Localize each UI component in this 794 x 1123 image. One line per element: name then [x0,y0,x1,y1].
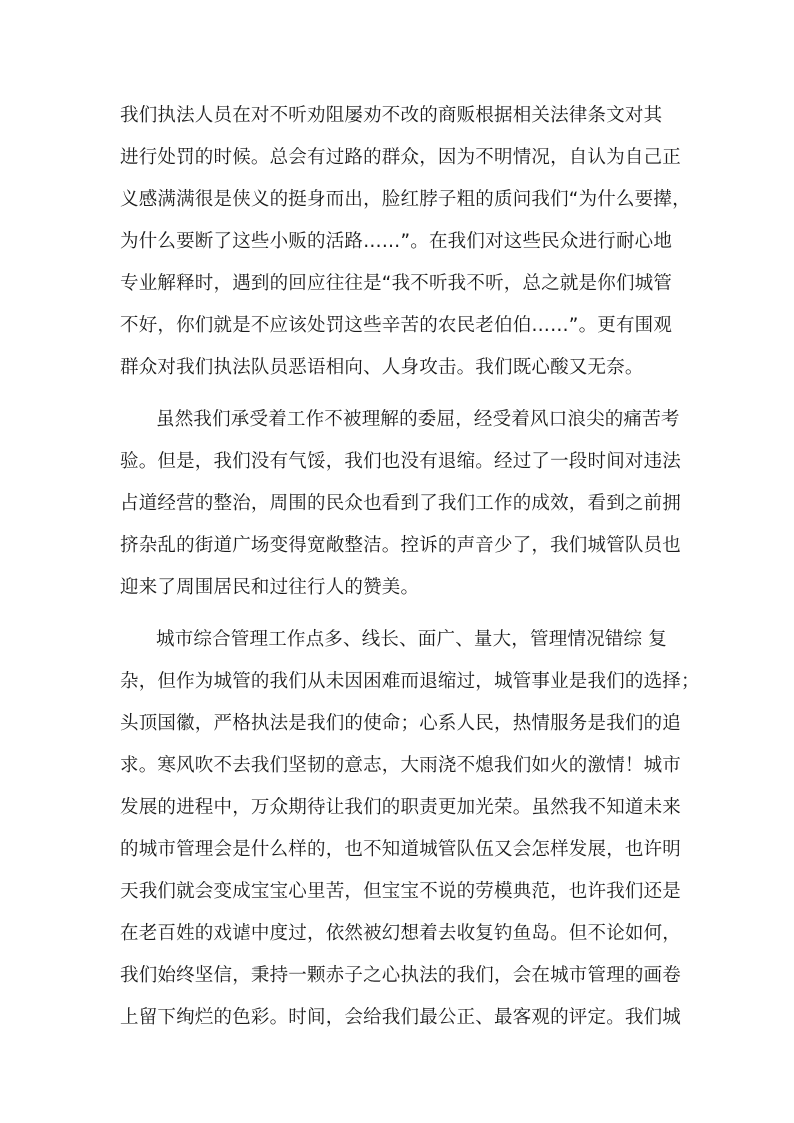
paragraph-3-line-3: 头顶国徽，严格执法是我们的使命；心系人民，热情服务是我们的追 [120,713,682,734]
paragraph-3-line-9: 我们始终坚信，秉持一颗赤子之心执法的我们，会在城市管理的画卷 [120,965,682,986]
paragraph-2-line-5: 迎来了周围居民和过往行人的赞美。 [120,577,420,598]
paragraph-1-line-3: 义感满满很是侠义的挺身而出，脸红脖子粗的质问我们“为什么要撵， [120,189,691,210]
paragraph-2-line-4: 挤杂乱的街道广场变得宽敞整洁。控诉的声音少了，我们城管队员也 [120,535,682,556]
paragraph-1-line-1: 我们执法人员在对不听劝阻屡劝不改的商贩根据相关法律条文对其 [120,105,663,126]
paragraph-2-line-1: 虽然我们承受着工作不被理解的委屈，经受着风口浪尖的痛苦考 [156,409,680,430]
paragraph-2-line-3: 占道经营的整治，周围的民众也看到了我们工作的成效，看到之前拥 [120,493,682,514]
paragraph-3-line-2: 杂，但作为城管的我们从未因困难而退缩过，城管事业是我们的选择； [120,671,700,692]
paragraph-2-line-2: 验。但是，我们没有气馁，我们也没有退缩。经过了一段时间对违法 [120,451,682,472]
paragraph-3-line-4: 求。寒风吹不去我们坚韧的意志，大雨浇不熄我们如火的激情！城市 [120,755,682,776]
paragraph-3-line-6: 的城市管理会是什么样的，也不知道城管队伍又会怎样发展，也许明 [120,839,682,860]
paragraph-1-line-4: 为什么要断了这些小贩的活路……”。在我们对这些民众进行耐心地 [120,231,673,252]
paragraph-3-line-5: 发展的进程中，万众期待让我们的职责更加光荣。虽然我不知道未来 [120,797,682,818]
paragraph-3-line-1: 城市综合管理工作点多、线长、面广、量大，管理情况错综 复 [156,629,667,650]
paragraph-1-line-2: 进行处罚的时候。总会有过路的群众，因为不明情况，自认为自己正 [120,147,682,168]
paragraph-1-line-7: 群众对我们执法队员恶语相向、人身攻击。我们既心酸又无奈。 [120,357,644,378]
paragraph-3-line-8: 在老百姓的戏谑中度过，依然被幻想着去收复钓鱼岛。但不论如何， [120,923,682,944]
paragraph-1-line-6: 不好，你们就是不应该处罚这些辛苦的农民老伯伯……”。更有围观 [120,315,673,336]
paragraph-3-line-7: 天我们就会变成宝宝心里苦，但宝宝不说的劳模典范，也许我们还是 [120,881,682,902]
paragraph-1-line-5: 专业解释时，遇到的回应往往是“我不听我不听，总之就是你们城管 [120,273,673,294]
paragraph-3-line-10: 上留下绚烂的色彩。时间，会给我们最公正、最客观的评定。我们城 [120,1007,682,1028]
